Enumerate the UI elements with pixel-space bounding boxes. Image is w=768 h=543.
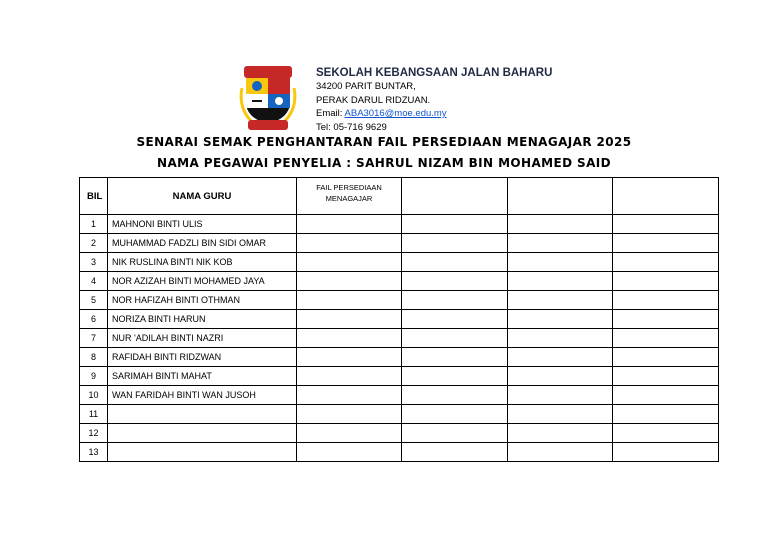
table-row: [80, 253, 719, 272]
teacher-name: [108, 405, 297, 424]
table-header-row: [80, 178, 719, 215]
row-number: 9: [80, 367, 108, 386]
checklist-cell: [508, 443, 613, 462]
checklist-cell: [613, 310, 719, 329]
checklist-cell: [402, 234, 508, 253]
table-row: [80, 215, 719, 234]
checklist-cell: [297, 234, 402, 253]
row-number: 12: [80, 424, 108, 443]
checklist-cell: [613, 443, 719, 462]
checklist-cell: [297, 443, 402, 462]
row-number: 1: [80, 215, 108, 234]
teacher-name: [108, 424, 297, 443]
checklist-cell: [402, 367, 508, 386]
checklist-cell: [613, 348, 719, 367]
checklist-cell: [402, 310, 508, 329]
row-number: 3: [80, 253, 108, 272]
checklist-cell: [402, 443, 508, 462]
table-row: [80, 367, 719, 386]
checklist-cell: [402, 291, 508, 310]
checklist-cell: [297, 348, 402, 367]
row-number: 13: [80, 443, 108, 462]
checklist-cell: [508, 234, 613, 253]
checklist-cell: [613, 234, 719, 253]
header-nama-guru: NAMA GURU: [108, 178, 297, 215]
teacher-name: NORIZA BINTI HARUN: [108, 310, 297, 329]
row-number: 11: [80, 405, 108, 424]
checklist-cell: [508, 367, 613, 386]
header-fail-persediaan: FAIL PERSEDIAAN MENAGAJAR: [297, 178, 402, 215]
email-link[interactable]: ABA3016@moe.edu.my: [344, 108, 447, 119]
checklist-cell: [508, 386, 613, 405]
checklist-cell: [508, 272, 613, 291]
checklist-cell: [613, 215, 719, 234]
row-number: 8: [80, 348, 108, 367]
checklist-cell: [613, 329, 719, 348]
teacher-name: [108, 443, 297, 462]
teacher-name: MAHNONI BINTI ULIS: [108, 215, 297, 234]
checklist-cell: [508, 424, 613, 443]
table-row: [80, 348, 719, 367]
checklist-cell: [613, 291, 719, 310]
school-email: [316, 107, 552, 121]
checklist-cell: [613, 386, 719, 405]
email-label: Email:: [316, 108, 345, 119]
teacher-name: SARIMAH BINTI MAHAT: [108, 367, 297, 386]
checklist-cell: [297, 424, 402, 443]
row-number: 4: [80, 272, 108, 291]
document-title: SENARAI SEMAK PENGHANTARAN FAIL PERSEDIAAN MENAGAJAR 2025: [136, 135, 632, 149]
checklist-cell: [508, 310, 613, 329]
checklist-cell: [508, 215, 613, 234]
table-row: [80, 405, 719, 424]
table-row: [80, 329, 719, 348]
checklist-cell: [297, 215, 402, 234]
checklist-cell: [508, 253, 613, 272]
checklist-cell: [297, 329, 402, 348]
checklist-cell: [613, 253, 719, 272]
checklist-cell: [297, 272, 402, 291]
checklist-cell: [402, 405, 508, 424]
row-number: 5: [80, 291, 108, 310]
checklist-cell: [508, 329, 613, 348]
table-row: [80, 310, 719, 329]
row-number: 6: [80, 310, 108, 329]
checklist-cell: [402, 348, 508, 367]
table-row: [80, 234, 719, 253]
teacher-name: MUHAMMAD FADZLI BIN SIDI OMAR: [108, 234, 297, 253]
checklist-cell: [297, 310, 402, 329]
row-number: 10: [80, 386, 108, 405]
teacher-name: NOR HAFIZAH BINTI OTHMAN: [108, 291, 297, 310]
table-row: [80, 272, 719, 291]
school-address-line2: PERAK DARUL RIDZUAN.: [316, 94, 431, 106]
checklist-cell: [613, 405, 719, 424]
row-number: 2: [80, 234, 108, 253]
header-blank-2: [508, 178, 613, 215]
checklist-cell: [613, 424, 719, 443]
checklist-cell: [402, 253, 508, 272]
checklist-cell: [508, 291, 613, 310]
supervisor-name: NAMA PEGAWAI PENYELIA : SAHRUL NIZAM BIN MOHAMED SAID: [157, 156, 611, 170]
row-number: 7: [80, 329, 108, 348]
table-row: [80, 424, 719, 443]
teacher-name: RAFIDAH BINTI RIDZWAN: [108, 348, 297, 367]
school-info: [316, 66, 552, 134]
checklist-cell: [402, 272, 508, 291]
table-row: [80, 443, 719, 462]
teacher-name: NUR 'ADILAH BINTI NAZRI: [108, 329, 297, 348]
checklist-cell: [297, 386, 402, 405]
teacher-checklist-table: [79, 177, 719, 462]
checklist-cell: [402, 215, 508, 234]
school-phone: Tel: 05-716 9629: [316, 121, 387, 133]
school-crest-logo: [238, 64, 298, 132]
header-bil: BIL: [80, 178, 108, 215]
table-row: [80, 291, 719, 310]
checklist-cell: [402, 329, 508, 348]
checklist-cell: [613, 367, 719, 386]
school-name: SEKOLAH KEBANGSAAN JALAN BAHARU: [316, 67, 553, 79]
checklist-cell: [508, 348, 613, 367]
checklist-cell: [508, 405, 613, 424]
checklist-cell: [402, 424, 508, 443]
checklist-cell: [297, 253, 402, 272]
header-blank-1: [402, 178, 508, 215]
checklist-cell: [402, 386, 508, 405]
checklist-cell: [297, 405, 402, 424]
checklist-cell: [297, 291, 402, 310]
teacher-name: WAN FARIDAH BINTI WAN JUSOH: [108, 386, 297, 405]
checklist-cell: [297, 367, 402, 386]
checklist-cell: [613, 272, 719, 291]
school-address-line1: 34200 PARIT BUNTAR,: [316, 81, 416, 92]
table-row: [80, 386, 719, 405]
teacher-name: NIK RUSLINA BINTI NIK KOB: [108, 253, 297, 272]
header-blank-3: [613, 178, 719, 215]
teacher-name: NOR AZIZAH BINTI MOHAMED JAYA: [108, 272, 297, 291]
